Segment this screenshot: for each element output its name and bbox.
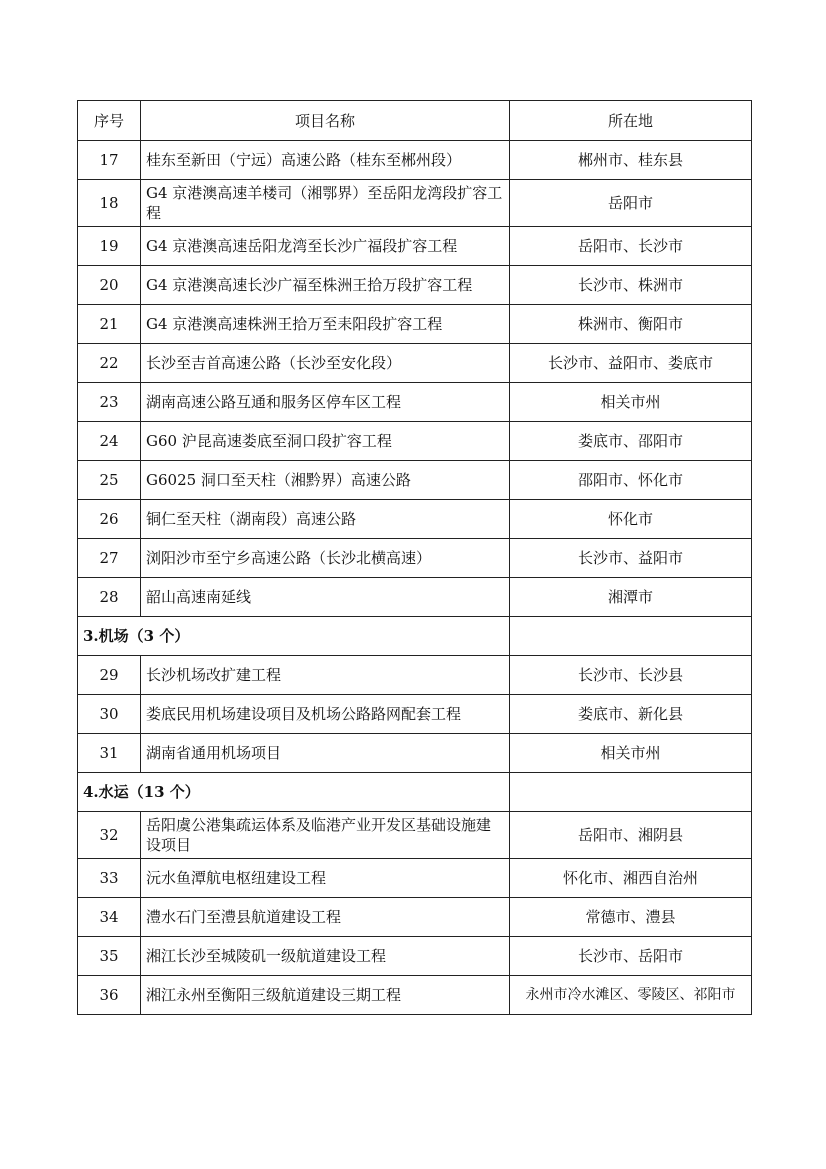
table-row xyxy=(78,227,752,266)
row-no: 19 xyxy=(78,227,141,266)
row-location: 常德市、澧县 xyxy=(510,898,752,937)
row-name: 湖南高速公路互通和服务区停车区工程 xyxy=(141,383,510,422)
row-name: G60 沪昆高速娄底至洞口段扩容工程 xyxy=(141,422,510,461)
row-name: 娄底民用机场建设项目及机场公路路网配套工程 xyxy=(141,695,510,734)
row-no: 25 xyxy=(78,461,141,500)
row-name: G6025 洞口至天柱（湘黔界）高速公路 xyxy=(141,461,510,500)
row-name: G4 京港澳高速株洲王拾万至耒阳段扩容工程 xyxy=(141,305,510,344)
row-no: 28 xyxy=(78,578,141,617)
header-no: 序号 xyxy=(78,101,141,141)
table-row xyxy=(78,422,752,461)
row-no: 29 xyxy=(78,656,141,695)
section-title-water: 4.水运（13 个） xyxy=(78,773,510,812)
row-no: 35 xyxy=(78,937,141,976)
row-location: 长沙市、岳阳市 xyxy=(510,937,752,976)
row-name: 湖南省通用机场项目 xyxy=(141,734,510,773)
table-row xyxy=(78,344,752,383)
table-row xyxy=(78,937,752,976)
project-table xyxy=(77,100,752,1015)
row-name: 浏阳沙市至宁乡高速公路（长沙北横高速） xyxy=(141,539,510,578)
row-no: 22 xyxy=(78,344,141,383)
table-header-row xyxy=(78,101,752,141)
section-title-airport: 3.机场（3 个） xyxy=(78,617,510,656)
table-row xyxy=(78,812,752,859)
row-name: 铜仁至天柱（湖南段）高速公路 xyxy=(141,500,510,539)
table-row xyxy=(78,383,752,422)
header-name: 项目名称 xyxy=(141,101,510,141)
row-name: G4 京港澳高速长沙广福至株洲王拾万段扩容工程 xyxy=(141,266,510,305)
row-location: 岳阳市、长沙市 xyxy=(510,227,752,266)
table-row xyxy=(78,180,752,227)
row-name: G4 京港澳高速岳阳龙湾至长沙广福段扩容工程 xyxy=(141,227,510,266)
row-no: 34 xyxy=(78,898,141,937)
row-location: 娄底市、邵阳市 xyxy=(510,422,752,461)
row-no: 24 xyxy=(78,422,141,461)
row-location: 娄底市、新化县 xyxy=(510,695,752,734)
row-name: 长沙机场改扩建工程 xyxy=(141,656,510,695)
section-empty-cell xyxy=(510,617,752,656)
row-no: 36 xyxy=(78,976,141,1015)
row-name: 湘江永州至衡阳三级航道建设三期工程 xyxy=(141,976,510,1015)
row-no: 17 xyxy=(78,141,141,180)
row-location: 相关市州 xyxy=(510,734,752,773)
table-row xyxy=(78,461,752,500)
row-name: 澧水石门至澧县航道建设工程 xyxy=(141,898,510,937)
header-location: 所在地 xyxy=(510,101,752,141)
table-row xyxy=(78,141,752,180)
row-name: 沅水鱼潭航电枢纽建设工程 xyxy=(141,859,510,898)
table-row xyxy=(78,695,752,734)
row-location: 相关市州 xyxy=(510,383,752,422)
table-row xyxy=(78,656,752,695)
row-location: 邵阳市、怀化市 xyxy=(510,461,752,500)
section-row-water xyxy=(78,773,752,812)
table-row xyxy=(78,578,752,617)
table-row xyxy=(78,266,752,305)
row-no: 23 xyxy=(78,383,141,422)
table-row xyxy=(78,898,752,937)
row-no: 26 xyxy=(78,500,141,539)
table-row xyxy=(78,859,752,898)
row-name: G4 京港澳高速羊楼司（湘鄂界）至岳阳龙湾段扩容工程 xyxy=(141,180,510,227)
row-name: 岳阳虞公港集疏运体系及临港产业开发区基础设施建设项目 xyxy=(141,812,510,859)
row-location: 怀化市 xyxy=(510,500,752,539)
row-location: 长沙市、益阳市 xyxy=(510,539,752,578)
section-empty-cell xyxy=(510,773,752,812)
row-name: 湘江长沙至城陵矶一级航道建设工程 xyxy=(141,937,510,976)
row-no: 21 xyxy=(78,305,141,344)
row-no: 20 xyxy=(78,266,141,305)
row-location: 岳阳市、湘阴县 xyxy=(510,812,752,859)
row-name: 韶山高速南延线 xyxy=(141,578,510,617)
row-name: 桂东至新田（宁远）高速公路（桂东至郴州段） xyxy=(141,141,510,180)
row-location: 郴州市、桂东县 xyxy=(510,141,752,180)
section-row-airport xyxy=(78,617,752,656)
table-row xyxy=(78,976,752,1015)
row-no: 27 xyxy=(78,539,141,578)
row-no: 18 xyxy=(78,180,141,227)
row-location: 长沙市、株洲市 xyxy=(510,266,752,305)
row-location: 长沙市、长沙县 xyxy=(510,656,752,695)
row-no: 32 xyxy=(78,812,141,859)
row-no: 31 xyxy=(78,734,141,773)
row-location: 长沙市、益阳市、娄底市 xyxy=(510,344,752,383)
row-location: 岳阳市 xyxy=(510,180,752,227)
table-row xyxy=(78,734,752,773)
row-location: 怀化市、湘西自治州 xyxy=(510,859,752,898)
row-location: 永州市冷水滩区、零陵区、祁阳市 xyxy=(510,976,752,1015)
table-row xyxy=(78,500,752,539)
row-location: 株洲市、衡阳市 xyxy=(510,305,752,344)
row-location: 湘潭市 xyxy=(510,578,752,617)
table-row xyxy=(78,539,752,578)
row-name: 长沙至吉首高速公路（长沙至安化段） xyxy=(141,344,510,383)
table-row xyxy=(78,305,752,344)
row-no: 33 xyxy=(78,859,141,898)
row-no: 30 xyxy=(78,695,141,734)
